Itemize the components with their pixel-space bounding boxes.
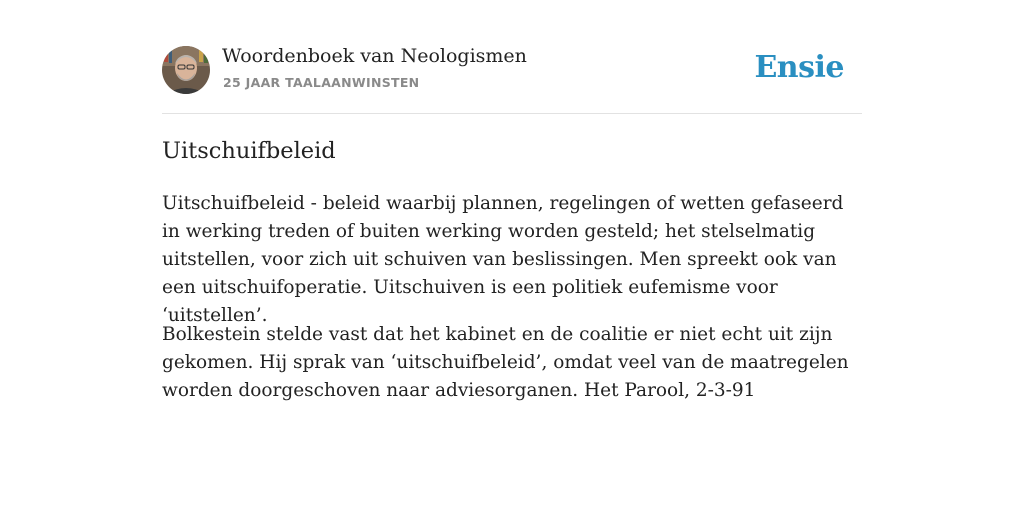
entry-card [162, 0, 862, 401]
source-title[interactable]: Woordenboek van Neologismen [222, 45, 527, 67]
source-header [162, 0, 862, 114]
entry-definition: Uitschuifbeleid - beleid waarbij plannen, regelingen of wetten gefaseerd in werking treden of buiten werking worden gesteld; het stelselmatig uitstellen, voor zich uit schuiven van beslissingen. Men spreekt ook van een uitschuifoperatie. Uitschuiven is een politiek eufemisme voor ‘uitstellen’. [162, 193, 844, 326]
source-subtitle: 25 JAAR TAALAANWINSTEN [223, 75, 420, 90]
entry-title: Uitschuifbeleid [162, 138, 336, 164]
author-avatar[interactable] [162, 46, 210, 94]
author-photo [162, 46, 210, 94]
entry-quote: Bolkestein stelde vast dat het kabinet en de coalitie er niet echt uit zijn gekomen. Hij sprak van ‘uitschuifbeleid’, omdat veel van de maatregelen worden doorgeschoven naar adviesorganen. Het Parool, 2-3-91 [162, 324, 849, 401]
ensie-logo[interactable]: Ensie [754, 50, 844, 85]
